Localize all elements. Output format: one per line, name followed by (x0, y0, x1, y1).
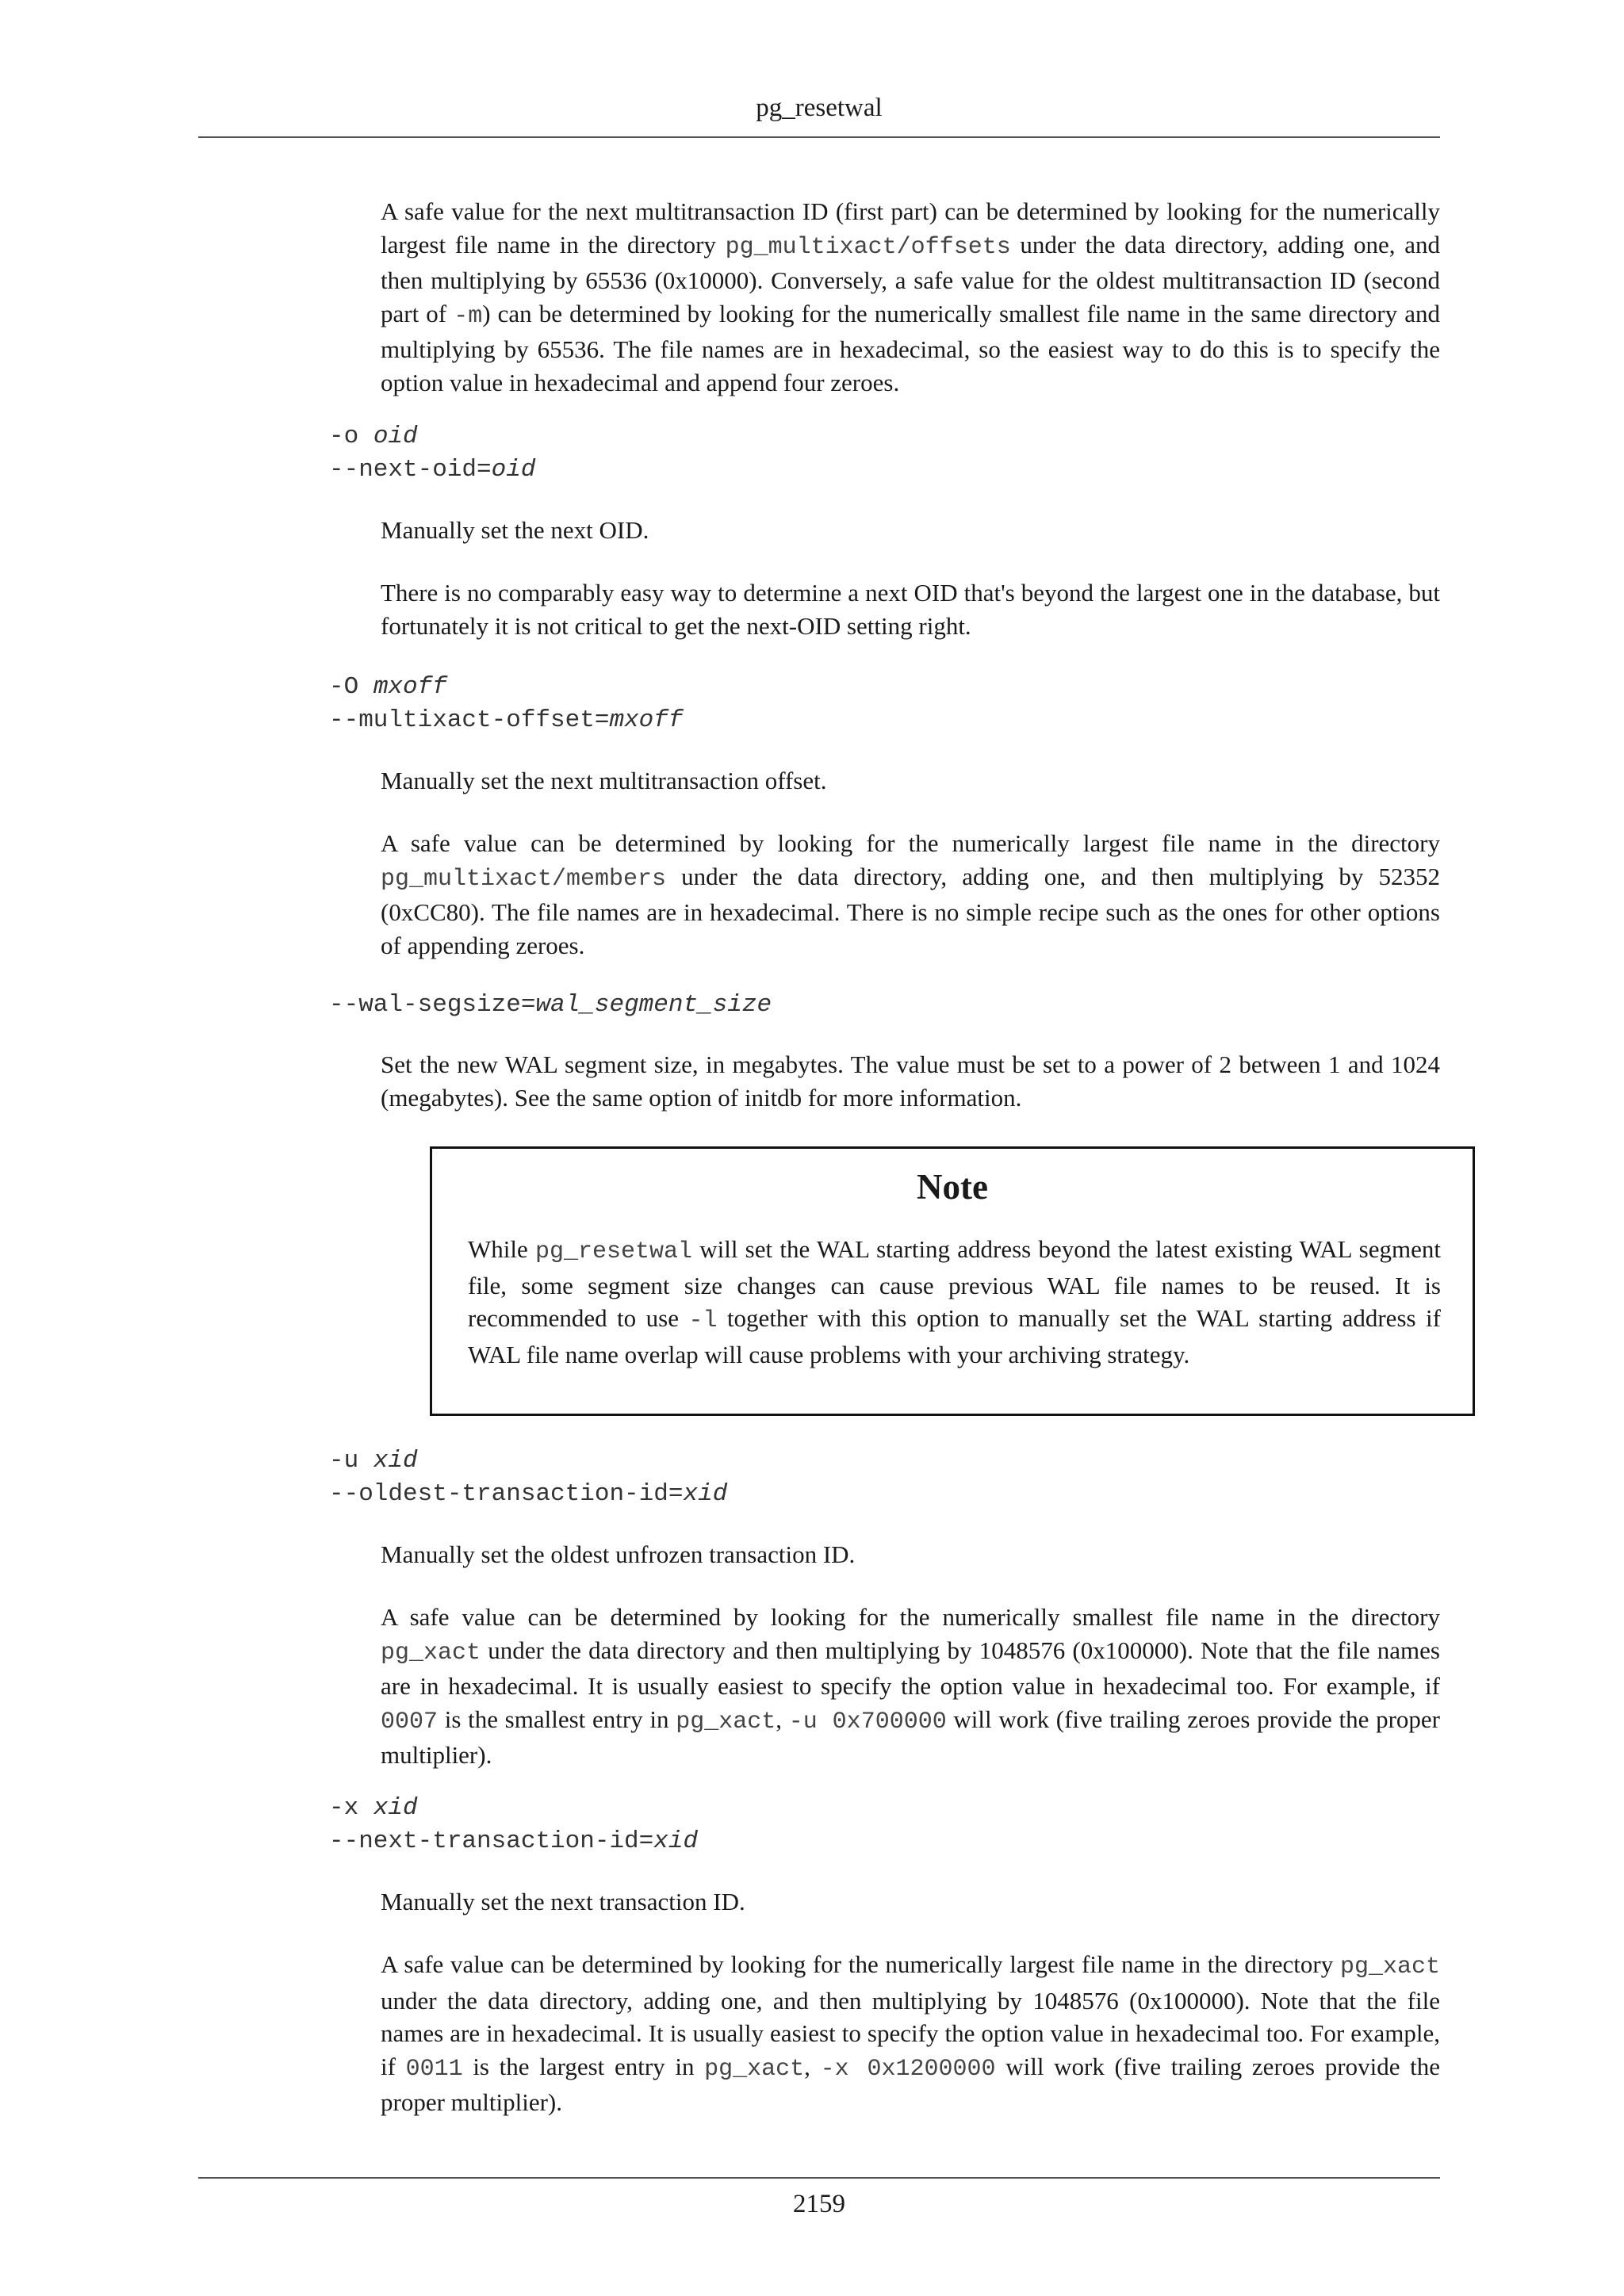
option-flag: --wal-segsize= (329, 991, 536, 1019)
note-text-1: While (468, 1235, 535, 1263)
option-u-text-a: A safe value can be determined by looking for the numerically smallest file name in the directory (381, 1603, 1440, 1631)
option-u-short (329, 1445, 418, 1478)
option-x-code-example: -x 0x1200000 (820, 2055, 996, 2083)
option-flag: --next-transaction-id= (329, 1827, 654, 1855)
option-flag: --next-oid= (329, 456, 492, 484)
option-arg: xid (373, 1794, 418, 1822)
option-u-code-pg-xact: pg_xact (381, 1639, 481, 1667)
note-box (430, 1146, 1475, 1416)
option-arg: xid (373, 1447, 418, 1475)
option-O-text-a: A safe value can be determined by looking for the numerically largest file name in the directory (381, 829, 1440, 857)
option-arg: mxoff (373, 673, 447, 701)
option-flag: -x (329, 1794, 373, 1822)
option-flag: -u (329, 1447, 373, 1475)
option-o-short (329, 420, 418, 453)
note-text-3: together with this option to manually set the WAL starting address if WAL file name overlap will cause problems with your archiving strategy. (468, 1304, 1441, 1368)
option-wal-desc: Set the new WAL segment size, in megabytes. The value must be set to a power of 2 between 1 and 1024 (megabytes). See the same option of initdb for more information. (381, 1050, 1440, 1112)
intro-text-3: ) can be determined by looking for the numerically smallest file name in the same directory and multiplying by 65536. The file names are in hexadecimal, so the easiest way to do this is to specify the option value in hexadecimal and append four zeroes. (381, 299, 1440, 396)
option-x-text-b: under the data directory, adding one, and then multiplying by 1048576 (0x100000). Note that the file names are in hexadecimal. It is usually easiest to specify the option value in hexadecimal too. For example, if (381, 1986, 1440, 2080)
option-x-text-a: A safe value can be determined by looking for the numerically largest file name in the directory (381, 1950, 1340, 1978)
option-arg: xid (683, 1480, 728, 1508)
option-u-desc-2 (381, 1601, 1440, 1772)
option-u-text-c: is the smallest entry in (438, 1705, 676, 1733)
option-x-text-e: will work (five trailing zeroes provide the proper multiplier). (381, 2052, 1441, 2117)
option-u-long (329, 1478, 727, 1511)
note-code-l: -l (688, 1307, 718, 1335)
footer-rule (198, 2177, 1440, 2179)
page-number: 2159 (793, 2190, 845, 2218)
option-x-text-c: is the largest entry in (462, 2052, 705, 2080)
option-o-long (329, 453, 535, 487)
option-u-text-d: , (776, 1705, 789, 1733)
option-O-long (329, 704, 683, 737)
note-body (468, 1233, 1441, 1371)
intro-code-m: -m (454, 302, 483, 330)
note-title: Note (917, 1167, 988, 1207)
option-arg: xid (653, 1827, 699, 1855)
option-arg: wal_segment_size (535, 991, 772, 1019)
option-x-code-pg-xact-2: pg_xact (704, 2055, 805, 2083)
option-x-code-pg-xact: pg_xact (1339, 1954, 1440, 1980)
intro-text-2: under the data directory, adding one, and then multiplying by 65536 (0x10000). Conversely, a safe value for the oldest multitransaction ID (second part of (381, 230, 1441, 327)
option-u-text-e: will work (five trailing zeroes provide the proper multiplier). (381, 1705, 1440, 1770)
intro-text-1: A safe value for the next multitransaction ID (first part) can be determined by looking for the numerically largest file name in the directory (381, 197, 1440, 258)
option-arg: oid (373, 423, 418, 450)
option-O-short (329, 671, 447, 704)
option-x-long (329, 1825, 698, 1858)
option-arg: mxoff (609, 706, 684, 734)
option-flag: -o (329, 423, 373, 450)
option-arg: oid (491, 456, 536, 484)
option-O-desc-1: Manually set the next multitransaction offset. (381, 767, 827, 794)
option-O-desc-2 (381, 827, 1440, 962)
option-O-code-members: pg_multixact/members (381, 865, 667, 893)
option-x-desc-1: Manually set the next transaction ID. (381, 1888, 745, 1915)
option-O-text-b: under the data directory, adding one, and then multiplying by 52352 (0xCC80). The file names are in hexadecimal. There is no simple recipe such as the ones for other options of appending zeroes. (381, 862, 1440, 959)
option-o-desc-1: Manually set the next OID. (381, 516, 649, 544)
option-flag: --oldest-transaction-id= (329, 1480, 684, 1508)
option-x-short (329, 1792, 418, 1825)
option-u-code-example: -u 0x700000 (788, 1708, 947, 1735)
option-u-code-pg-xact-2: pg_xact (676, 1708, 776, 1735)
option-wal-segsize (329, 989, 772, 1022)
option-x-desc-2 (381, 1948, 1440, 2119)
intro-paragraph (381, 195, 1440, 400)
header-rule (198, 136, 1440, 138)
option-u-code-0007: 0007 (381, 1708, 439, 1735)
option-x-code-0011: 0011 (405, 2055, 463, 2083)
option-x-text-d: , (804, 2052, 821, 2080)
option-u-text-b: under the data directory and then multiplying by 1048576 (0x100000). Note that the file names are in hexadecimal. It is usually easiest to specify the option value in hexadecimal too. For example, if (381, 1636, 1440, 1701)
intro-code-offsets: pg_multixact/offsets (725, 233, 1011, 261)
option-u-desc-1: Manually set the oldest unfrozen transaction ID. (381, 1540, 856, 1568)
note-text-2: will set the WAL starting address beyond the latest existing WAL segment file, some segment size changes can cause previous WAL file names to be reused. It is recommended to use (468, 1235, 1441, 1333)
running-header: pg_resetwal (756, 94, 883, 122)
option-flag: --multixact-offset= (329, 706, 610, 734)
option-flag: -O (329, 673, 373, 701)
option-o-desc-2: There is no comparably easy way to determine a next OID that's beyond the largest one in the database, but fortunately it is not critical to get the next-OID setting right. (381, 579, 1440, 640)
note-code-pg-resetwal: pg_resetwal (534, 1238, 693, 1265)
